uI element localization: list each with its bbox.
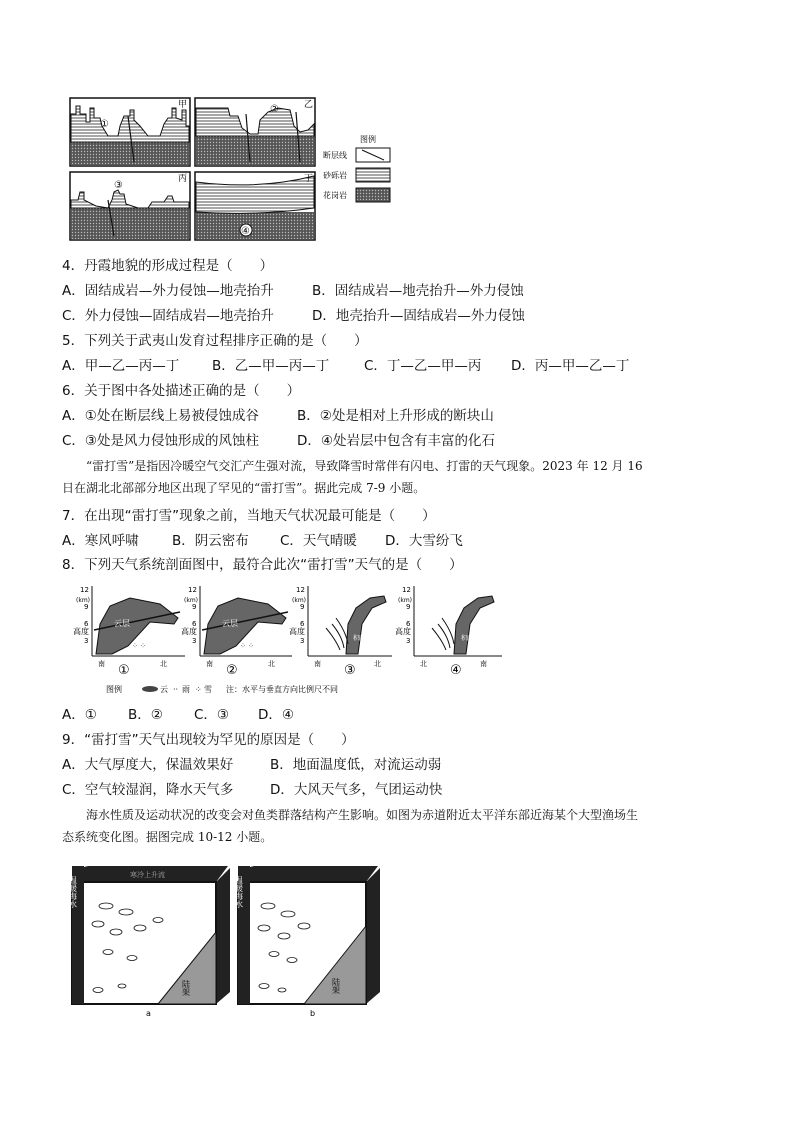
marker-3: ③ [114,180,123,191]
tick-3: 3 [406,637,411,645]
q6-option-c[interactable]: C．③处是风力侵蚀形成的风蚀柱 [62,433,260,449]
q4-option-a[interactable]: A．固结成岩—外力侵蚀—地壳抬升 [62,283,274,299]
tick-3: 3 [192,637,197,645]
q9-option-d[interactable]: D．大风天气多，气团运动快 [270,782,443,798]
legend-title: 图例 [360,135,376,144]
tick-9: 9 [300,603,305,611]
caption-b: b [310,1009,316,1018]
intro-7-9-line1: “雷打雪”是指因冷暖空气交汇产生强对流，导致降雪时常伴有闪电、打雷的天气现象。2023 年 12 月 16 [86,459,643,473]
q8-option-c[interactable]: C．③ [194,707,230,723]
svg-text:⁘: ⁘ [195,685,202,694]
legend-conglomerate: 砂砾岩 [323,171,347,180]
north-label: 北 [160,660,167,668]
south-label: 南 [480,660,487,668]
y-label: 高度 [395,627,411,636]
tick-9: 9 [406,603,411,611]
panel-jia [70,98,190,166]
q4-stem: 4．丹霞地貌的形成过程是（ ） [62,258,274,274]
tick-6: 6 [406,620,411,628]
geology-figure [68,96,398,246]
panel-bing [70,172,190,240]
tick-3: 3 [84,637,89,645]
weather-panel-2 [181,586,292,678]
panel-label-jia: 甲 [178,100,188,110]
q9-option-c[interactable]: C．空气较湿润，降水天气多 [62,782,234,798]
q8-option-a[interactable]: A．① [62,707,97,723]
q5-option-d[interactable]: D．丙—甲—乙—丁 [511,358,630,374]
weather-figure [70,584,510,698]
panel-num-4: ④ [450,663,462,678]
weather-panel-3 [289,586,392,678]
q7-option-b[interactable]: B．阴云密布 [172,533,249,549]
intro-10-12-line1: 海水性质及运动状况的改变会对鱼类群落结构产生影响。如图为赤道附近太平洋东部近海某个大型渔场生 [86,808,639,822]
legend-fault: 断层线 [323,151,347,160]
south-label: 南 [98,660,105,668]
q5-option-b[interactable]: B．乙—甲—丙—丁 [212,358,330,374]
q6-stem: 6．关于图中各处描述正确的是（ ） [62,383,301,399]
block-b [235,866,381,1018]
q6-option-b[interactable]: B．②处是相对上升形成的断块山 [297,408,494,424]
cloud-label: 云层 [114,619,130,628]
y-label: 高度 [73,627,89,636]
q5-option-c[interactable]: C．丁—乙—甲—丙 [364,358,482,374]
intro-10-12 [62,804,742,848]
legend-note: 注：水平与垂直方向比例尺不同 [226,685,338,694]
north-label: 北 [374,660,381,668]
marker-2: ② [270,104,279,115]
svg-text:··: ·· [173,685,179,694]
y-unit: (km) [76,597,91,604]
panel-label-ding: 丁 [304,174,314,184]
marker-4: ④ [241,226,250,237]
q9-option-a[interactable]: A．大气厚度大，保温效果好 [62,757,234,773]
q4-option-d[interactable]: D．地壳抬升—固结成岩—外力侵蚀 [312,308,525,324]
caption-a: a [146,1009,151,1018]
q6-option-d[interactable]: D．④处岩层中包含有丰富的化石 [297,433,495,449]
cloud-label: 云层 [222,619,238,628]
tick-12: 12 [80,586,89,594]
legend-snow: 雪 [204,685,212,694]
north-label: 北 [268,660,275,668]
weather-legend-title: 图例 [106,685,122,694]
tick-6: 6 [84,620,89,628]
tick-3: 3 [300,637,305,645]
geology-legend [323,134,390,202]
tick-12: 12 [188,586,197,594]
weather-panel-4 [395,586,502,678]
weather-panel-1 [73,586,185,678]
panel-label-bing: 丙 [178,174,188,184]
intro-7-9-line2: 日在湖北北部部分地区出现了罕见的“雷打雪”。据此完成 7-9 小题。 [62,481,426,495]
q8-stem: 8．下列天气系统剖面图中，最符合此次“雷打雪”天气的是（ ） [62,557,463,573]
q8-option-d[interactable]: D．④ [258,707,294,723]
legend-rain: 雨 [182,685,190,694]
left-water-label-a: 温暖海水 [68,876,78,908]
panel-num-3: ③ [344,663,356,678]
q4-option-b[interactable]: B．固结成岩—地壳抬升—外力侵蚀 [312,283,524,299]
weather-legend [106,684,338,694]
q5-stem: 5．下列关于武夷山发育过程排序正确的是（ ） [62,333,368,349]
svg-text:⁘ ⁘: ⁘ ⁘ [132,642,146,650]
shelf-label-b: 陆架 [331,978,341,994]
panel-num-1: ① [118,663,130,678]
panel-yi [195,98,315,166]
svg-text:⁘ ⁘: ⁘ ⁘ [240,642,254,650]
panel-ding [195,172,315,240]
y-unit: (km) [398,597,413,604]
north-label: 北 [420,660,427,668]
legend-granite: 花岗岩 [323,191,347,200]
q4-option-c[interactable]: C．外力侵蚀—固结成岩—地壳抬升 [62,308,274,324]
q7-option-a[interactable]: A．寒风呼啸 [62,533,139,549]
cb-label: 积雨云 [353,635,372,642]
q7-stem: 7．在出现“雷打雪”现象之前，当地天气状况最可能是（ ） [62,508,436,524]
tick-6: 6 [300,620,305,628]
block-a [69,866,231,1018]
y-label: 高度 [181,627,197,636]
q9-stem: 9．“雷打雪”天气出现较为罕见的原因是（ ） [62,732,355,748]
fishery-figure [68,862,388,1020]
q5-option-a[interactable]: A．甲—乙—丙—丁 [62,358,180,374]
tick-12: 12 [402,586,411,594]
cb-label: 积雨云 [461,635,480,642]
y-label: 高度 [289,627,305,636]
south-label: 南 [314,660,321,668]
left-water-label-b: 温暖海水 [234,876,244,908]
shelf-label-a: 陆架 [181,980,191,996]
tick-9: 9 [192,603,197,611]
tick-12: 12 [296,586,305,594]
y-unit: (km) [184,597,199,604]
legend-cloud: 云 [160,685,168,694]
y-unit: (km) [292,597,307,604]
panel-num-2: ② [226,663,238,678]
tick-9: 9 [84,603,89,611]
intro-7-9 [62,455,742,499]
panel-label-yi: 乙 [304,100,314,110]
q9-option-b[interactable]: B．地面温度低，对流运动弱 [270,757,442,773]
south-label: 南 [206,660,213,668]
intro-10-12-line2: 态系统变化图。据图完成 10-12 小题。 [62,830,273,844]
q6-option-a[interactable]: A．①处在断层线上易被侵蚀成谷 [62,408,259,424]
q8-option-b[interactable]: B．② [128,707,163,723]
upwelling-label: 寒冷上升流 [130,871,165,879]
q7-option-d[interactable]: D．大雪纷飞 [385,533,463,549]
q7-option-c[interactable]: C．天气晴暖 [280,533,357,549]
tick-6: 6 [192,620,197,628]
marker-1: ① [100,119,109,130]
